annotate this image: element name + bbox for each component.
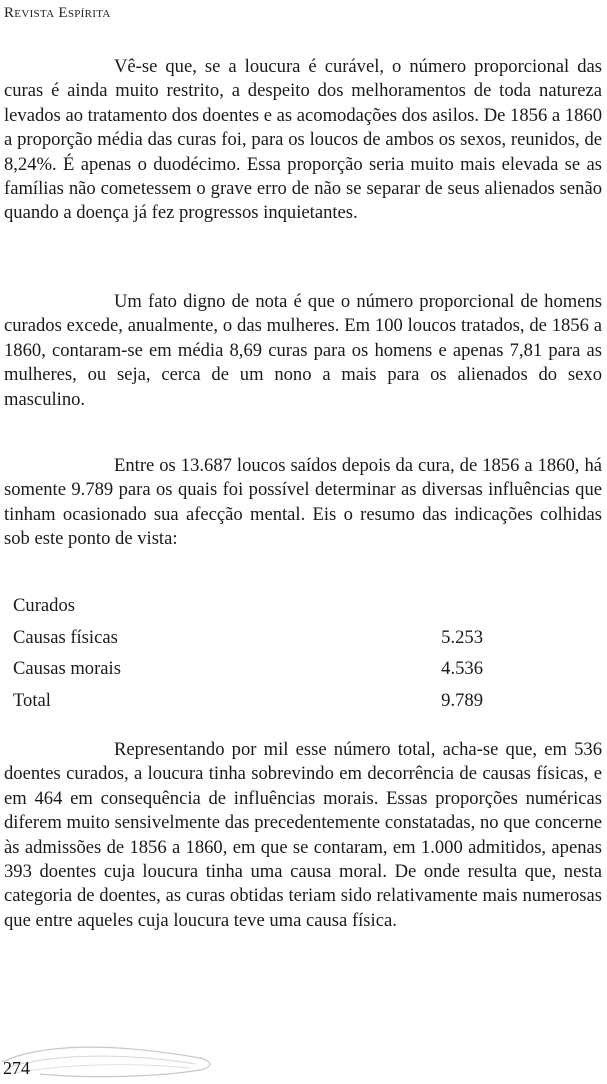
table-row <box>13 622 483 654</box>
table-heading-row <box>13 590 483 622</box>
paragraph-cure-proportion: Vê-se que, se a loucura é curável, o número proporcional das curas é ainda muito restrito, a despeito dos melhoramentos de toda natureza levados ao tratamento dos doentes e as acomodações dos asilos. De 1856 a 1860 a proporção média das curas foi, para os loucos de ambos os sexos, reunidos, de 8,24%. É apenas o duodécimo. Essa proporção seria muito mais elevada se as famílias não cometessem o grave erro de não se separar de seus alienados senão quando a doença já fez progressos inquietantes. <box>4 56 602 224</box>
row-value: 9.789 <box>441 689 483 711</box>
table-heading: Curados <box>13 595 75 616</box>
paragraph-per-thousand: Representando por mil esse número total, acha-se que, em 536 doentes curados, a loucura tinha sobrevindo em decorrência de causas físicas, e em 464 em consequência de influências morais. Essas proporções numéricas diferem muito sensivelmente das precedentemente constatadas, no que concerne às admissões de 1856 a 1860, em que se contaram, em 1.000 admitidos, apenas 393 doentes cuja loucura tinha uma causa moral. De onde resulta que, nesta categoria de doentes, as curas obtidas teriam sido relativamente mais numerosas que entre aqueles cuja loucura teve uma causa física. <box>4 739 602 931</box>
table-row <box>13 685 483 717</box>
page-number: 274 <box>3 1058 30 1078</box>
row-label: Causas físicas <box>13 626 118 648</box>
decorative-swoosh-icon <box>0 1040 230 1084</box>
paragraph-influences-intro: Entre os 13.687 loucos saídos depois da cura, de 1856 a 1860, há somente 9.789 para os quais foi possível determinar as diversas influências que tinham ocasionado sua afecção mental. Eis o resumo das indicações colhidas sob este ponto de vista: <box>4 455 602 550</box>
row-label: Causas morais <box>13 658 121 679</box>
row-label: Total <box>13 689 51 711</box>
running-header: Revista Espírita <box>4 5 111 21</box>
row-value: 5.253 <box>441 626 483 648</box>
cured-causes-table <box>13 590 483 716</box>
row-value: 4.536 <box>441 658 483 679</box>
table-row <box>13 653 483 685</box>
paragraph-men-vs-women: Um fato digno de nota é que o número proporcional de homens curados excede, anualmente, o das mulheres. Em 100 loucos tratados, de 1856 a 1860, contaram-se em média 8,69 curas para os homens e apenas 7,81 para as mulheres, ou seja, cerca de um nono a mais para os alienados do sexo masculino. <box>4 291 602 410</box>
